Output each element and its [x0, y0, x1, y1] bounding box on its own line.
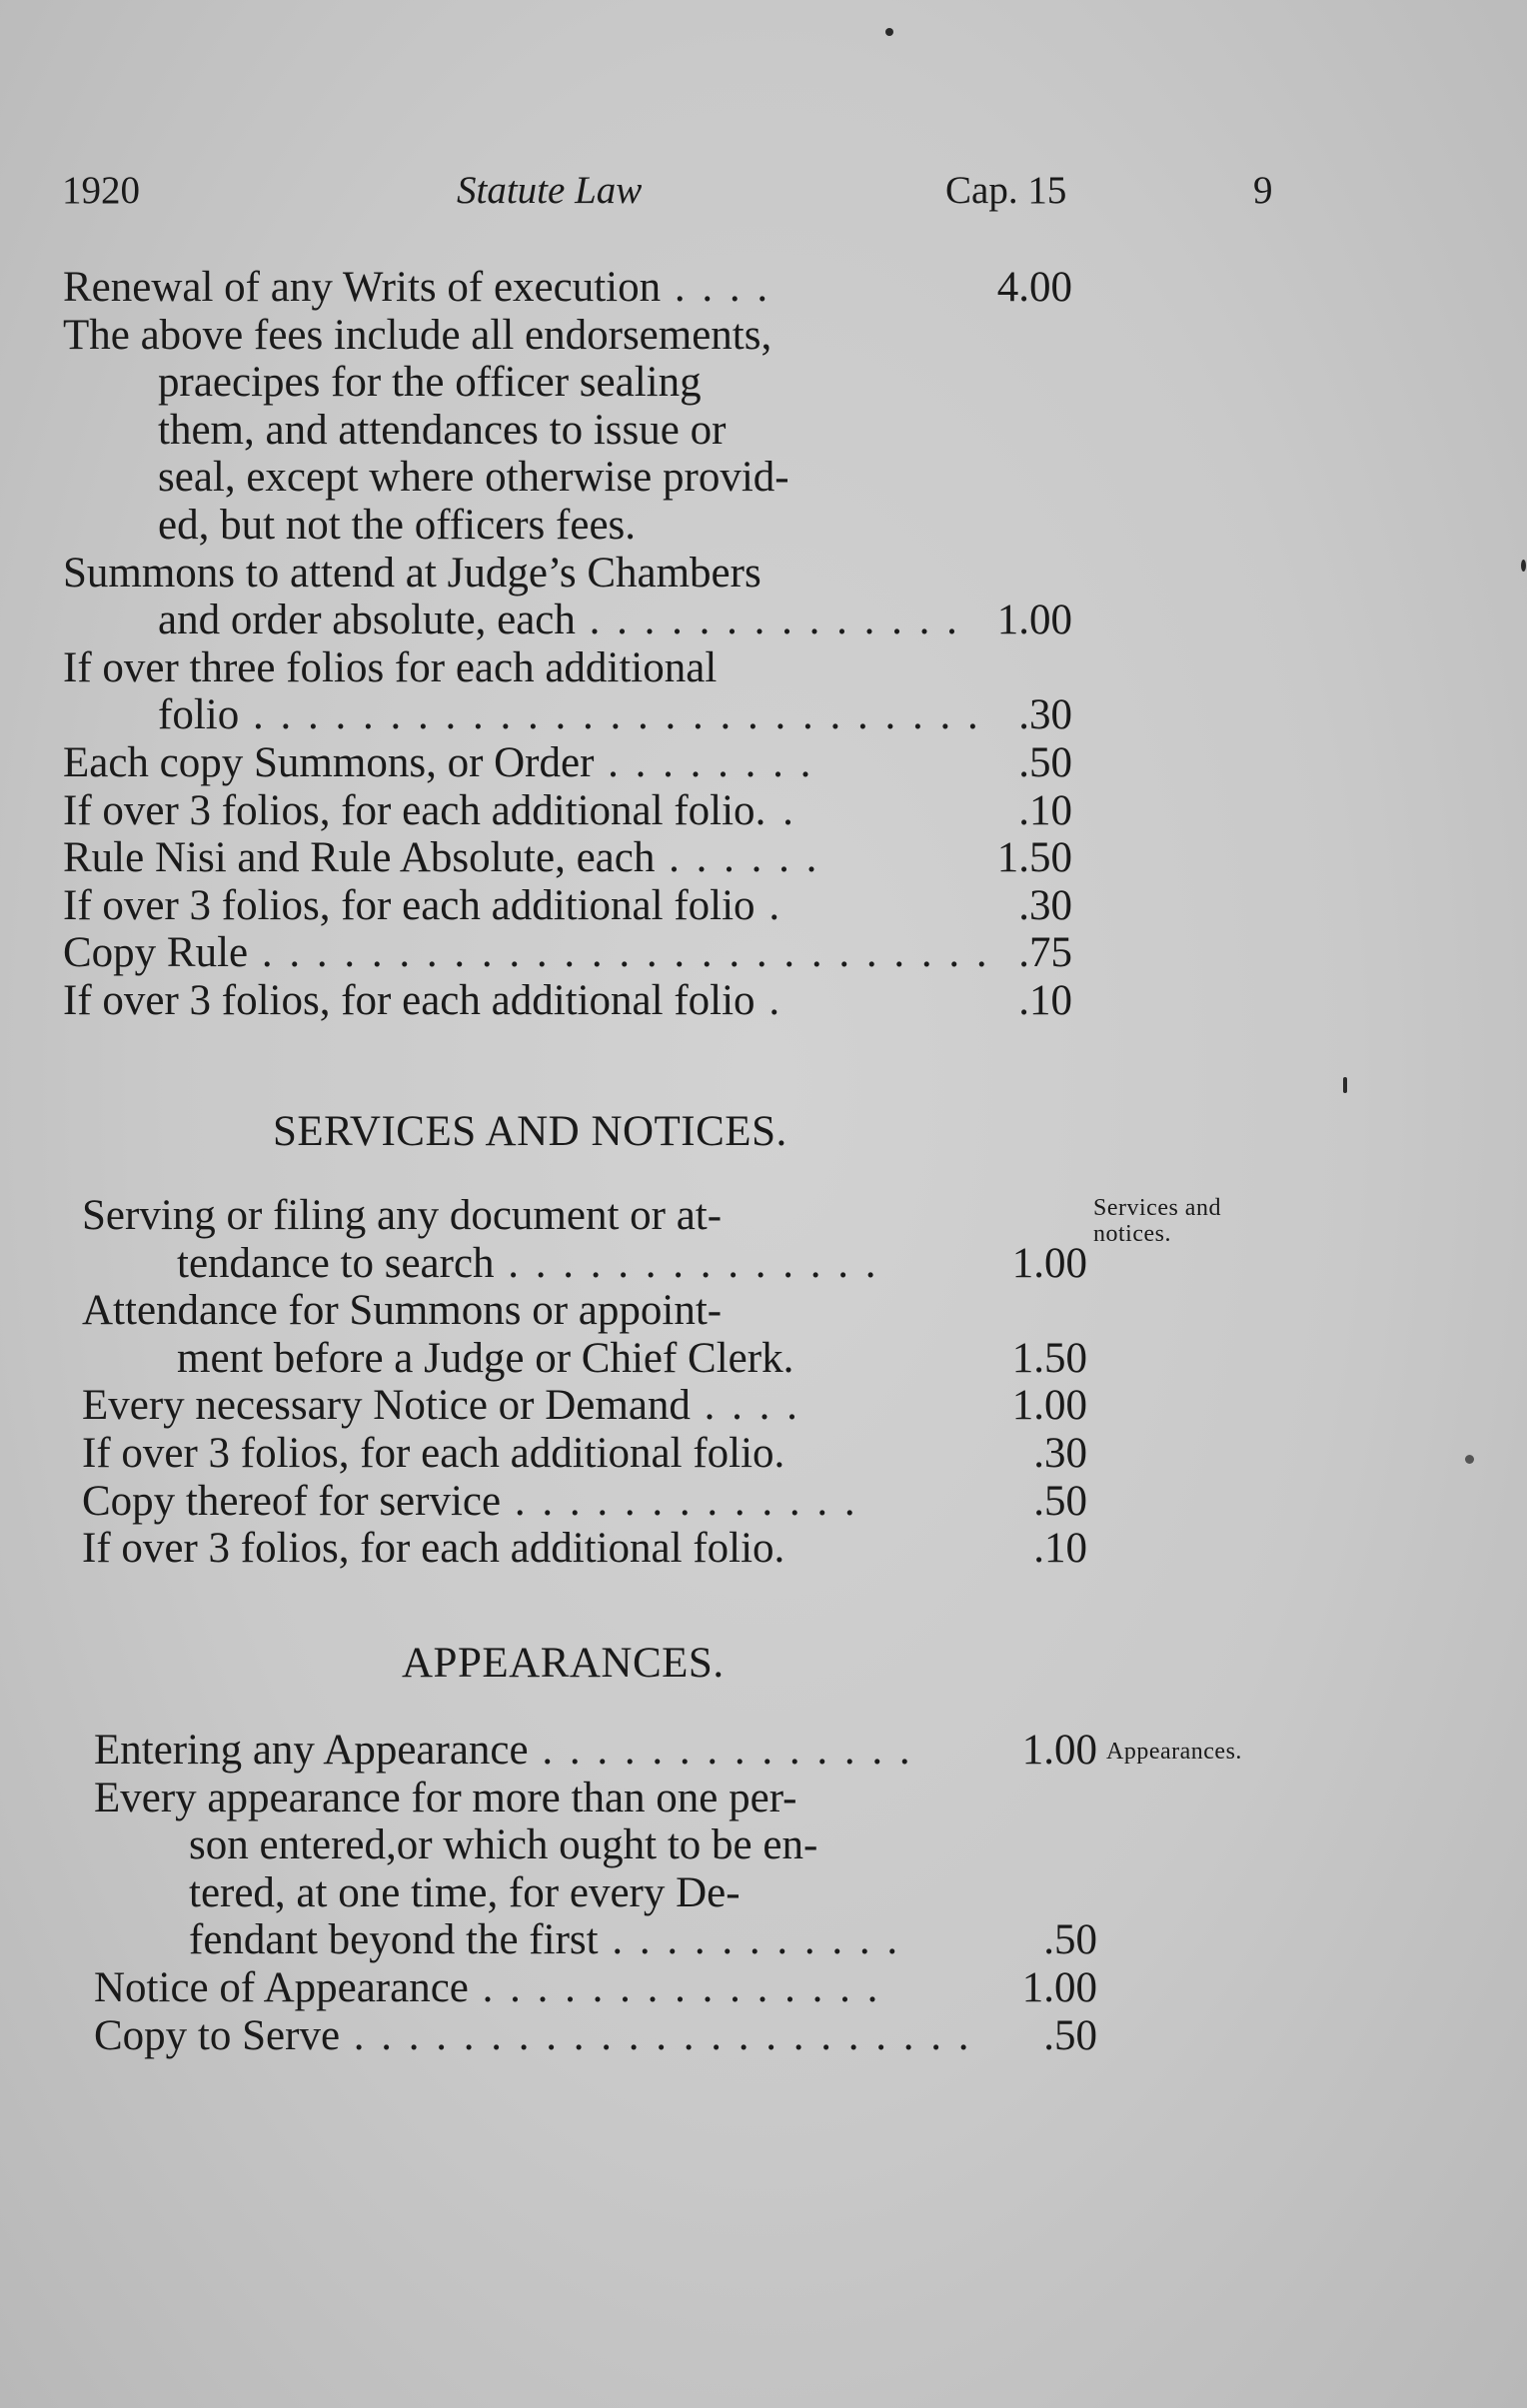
- fee-line: [82, 1382, 1087, 1430]
- fee-line: [63, 407, 1072, 455]
- margin-note-appearances: [1106, 1739, 1242, 1765]
- fee-description-text: Copy to Serve: [94, 2011, 341, 2059]
- fee-description-text: The above fees include all endorsements,: [63, 311, 772, 359]
- fee-description-text: Renewal of any Writs of execution: [63, 264, 662, 311]
- fee-description: [63, 264, 770, 312]
- running-header: [62, 168, 1281, 228]
- fee-description-text: and order absolute, each: [158, 597, 576, 644]
- fee-line: [94, 2012, 1097, 2060]
- fee-line: [63, 977, 1072, 1025]
- dot-leader: .: [755, 881, 783, 929]
- fee-description: [82, 1382, 800, 1430]
- fee-amount: .10: [1018, 976, 1072, 1024]
- fee-description: [63, 882, 782, 930]
- fee-description-text: Summons to attend at Judge’s Chambers: [63, 549, 762, 597]
- fee-amount: 1.50: [996, 834, 1072, 882]
- fee-line: [63, 929, 1072, 977]
- fee-description-text: fendant beyond the first: [189, 1916, 599, 1964]
- fee-amount: .30: [1018, 881, 1072, 929]
- fee-description: [82, 1525, 784, 1573]
- fee-line: [94, 1964, 1097, 2012]
- dot-leader: . . . . . . . . . . . . . . .: [468, 1963, 881, 2011]
- fee-description: [94, 1775, 796, 1822]
- fee-description-text: If over 3 folios, for each additional folio: [63, 881, 756, 929]
- fee-description: [63, 312, 771, 360]
- fee-description: [63, 929, 990, 977]
- fee-description-text: folio: [158, 691, 240, 739]
- fee-line: [63, 359, 1072, 407]
- dot-leader: . . . . . .: [655, 834, 820, 882]
- dot-leader: . . . . . . . . . . . . . .: [494, 1239, 879, 1287]
- page-number: 9: [1253, 169, 1273, 212]
- fee-description-text: Copy Rule: [63, 929, 249, 977]
- fee-line: [63, 644, 1072, 692]
- fee-description: [94, 2012, 972, 2060]
- header-year: 1920: [62, 169, 140, 212]
- fee-description-text: Notice of Appearance: [94, 1963, 469, 2011]
- fee-line: [63, 597, 1072, 644]
- margin-note-line: Services and: [1093, 1195, 1221, 1221]
- dot-leader: . . . . . . . . . . . . . .: [575, 597, 960, 644]
- fee-description-text: If over 3 folios, for each additional folio.: [82, 1525, 785, 1573]
- fee-list-writs: [63, 264, 1072, 1025]
- dot-leader: . . . . . . . . . . . . . . . . . . . . . . . . . . .: [239, 691, 981, 739]
- fee-line: [82, 1240, 1087, 1288]
- fee-description: [82, 1287, 722, 1335]
- margin-note-services: [1093, 1195, 1221, 1247]
- fee-description: [189, 1869, 741, 1917]
- dot-leader: . .: [755, 786, 796, 834]
- fee-description-text: If over three folios for each additional: [63, 643, 718, 691]
- fee-amount: .10: [1018, 786, 1072, 834]
- fee-description: [63, 550, 762, 598]
- fee-amount: 1.00: [1021, 1727, 1097, 1774]
- section-heading-appearances: APPEARANCES.: [402, 1640, 725, 1687]
- fee-line: [63, 312, 1072, 360]
- fee-line: [63, 739, 1072, 787]
- fee-line: [94, 1821, 1097, 1869]
- fee-description: [158, 407, 726, 455]
- fee-amount: 1.50: [1011, 1334, 1087, 1382]
- fee-description-text: Attendance for Summons or appoint-: [82, 1287, 723, 1335]
- fee-line: [94, 1869, 1097, 1917]
- fee-amount: .30: [1033, 1429, 1087, 1477]
- dot-leader: . . . . . . . . . . . . . . . . . . . . . . .: [340, 2011, 972, 2059]
- fee-line: [82, 1525, 1087, 1573]
- fee-line: [63, 691, 1072, 739]
- fee-description: [82, 1478, 858, 1526]
- fee-amount: .50: [1043, 1916, 1097, 1964]
- fee-description-text: ed, but not the officers fees.: [158, 501, 637, 549]
- scan-speck: [1343, 1077, 1347, 1093]
- fee-line: [94, 1916, 1097, 1964]
- scan-speck: [885, 28, 893, 36]
- fee-description-text: If over 3 folios, for each additional folio.: [82, 1429, 785, 1477]
- fee-description-text: Rule Nisi and Rule Absolute, each: [63, 834, 656, 882]
- dot-leader: . . . . . . . . . . . . . .: [528, 1727, 913, 1774]
- fee-line: [94, 1727, 1097, 1775]
- fee-description: [63, 787, 796, 835]
- fee-description: [177, 1240, 879, 1288]
- fee-description: [63, 834, 819, 882]
- fee-description-text: Copy thereof for service: [82, 1477, 502, 1525]
- fee-line: [63, 454, 1072, 502]
- fee-description: [94, 1964, 880, 2012]
- fee-description: [158, 454, 789, 502]
- fee-amount: .75: [1018, 929, 1072, 977]
- fee-description-text: Serving or filing any document or at-: [82, 1192, 723, 1239]
- fee-description: [177, 1335, 793, 1383]
- fee-description-text: Every necessary Notice or Demand: [82, 1382, 691, 1430]
- fee-amount: 1.00: [1011, 1382, 1087, 1430]
- fee-line: [63, 882, 1072, 930]
- dot-leader: .: [755, 976, 783, 1024]
- dot-leader: . . . . . . . . . . . . .: [501, 1477, 858, 1525]
- fee-description-text: tered, at one time, for every De-: [189, 1868, 741, 1916]
- fee-amount: 4.00: [996, 264, 1072, 311]
- fee-line: [82, 1287, 1087, 1335]
- fee-description: [158, 502, 636, 550]
- fee-description: [158, 597, 960, 644]
- section-heading-services: SERVICES AND NOTICES.: [273, 1108, 787, 1155]
- fee-line: [82, 1335, 1087, 1383]
- margin-note-line: notices.: [1093, 1221, 1171, 1247]
- fee-description-text: If over 3 folios, for each additional folio: [63, 786, 756, 834]
- dot-leader: . . . . . . . . . . . . . . . . . . . . . . . . . . .: [248, 929, 990, 977]
- fee-amount: .50: [1033, 1477, 1087, 1525]
- dot-leader: . . . . . . . . . . .: [598, 1916, 901, 1964]
- header-title: Statute Law: [457, 169, 643, 212]
- fee-description-text: If over 3 folios, for each additional folio: [63, 976, 756, 1024]
- dot-leader: . . . .: [690, 1382, 800, 1430]
- fee-description-text: ment before a Judge or Chief Clerk.: [177, 1334, 794, 1382]
- fee-description-text: praecipes for the officer sealing: [158, 359, 702, 407]
- fee-description: [82, 1192, 722, 1240]
- fee-line: [82, 1478, 1087, 1526]
- dot-leader: . . . .: [661, 264, 771, 311]
- fee-description: [189, 1821, 817, 1869]
- fee-description: [82, 1430, 784, 1478]
- fee-line: [94, 1775, 1097, 1822]
- fee-line: [63, 787, 1072, 835]
- fee-description-text: seal, except where otherwise provid-: [158, 454, 789, 502]
- fee-amount: .50: [1018, 738, 1072, 786]
- fee-line: [63, 502, 1072, 550]
- fee-line: [63, 264, 1072, 312]
- fee-line: [63, 834, 1072, 882]
- fee-list-services: [82, 1192, 1087, 1573]
- fee-description-text: Each copy Summons, or Order: [63, 738, 595, 786]
- fee-description: [63, 739, 813, 787]
- fee-description-text: tendance to search: [177, 1239, 495, 1287]
- fee-description-text: son entered,or which ought to be en-: [189, 1821, 818, 1869]
- fee-description: [158, 359, 702, 407]
- fee-amount: .10: [1033, 1525, 1087, 1573]
- fee-description: [63, 977, 782, 1025]
- fee-description: [189, 1916, 900, 1964]
- header-chapter: Cap. 15: [945, 169, 1067, 212]
- fee-description-text: them, and attendances to issue or: [158, 406, 727, 454]
- fee-line: [82, 1430, 1087, 1478]
- fee-amount: 1.00: [996, 597, 1072, 644]
- scan-speck: [1521, 560, 1526, 572]
- fee-description: [94, 1727, 913, 1775]
- fee-line: [63, 550, 1072, 598]
- dot-leader: . . . . . . . .: [594, 738, 814, 786]
- fee-amount: 1.00: [1021, 1963, 1097, 2011]
- fee-list-appearances: [94, 1727, 1097, 2059]
- fee-description: [158, 691, 981, 739]
- fee-description: [63, 644, 717, 692]
- fee-amount: .30: [1018, 691, 1072, 739]
- fee-description-text: Entering any Appearance: [94, 1727, 529, 1774]
- fee-line: [82, 1192, 1087, 1240]
- scan-speck: [1465, 1455, 1474, 1464]
- fee-description-text: Every appearance for more than one per-: [94, 1774, 797, 1821]
- fee-amount: .50: [1043, 2011, 1097, 2059]
- margin-note-line: Appearances.: [1106, 1739, 1242, 1765]
- fee-amount: 1.00: [1011, 1239, 1087, 1287]
